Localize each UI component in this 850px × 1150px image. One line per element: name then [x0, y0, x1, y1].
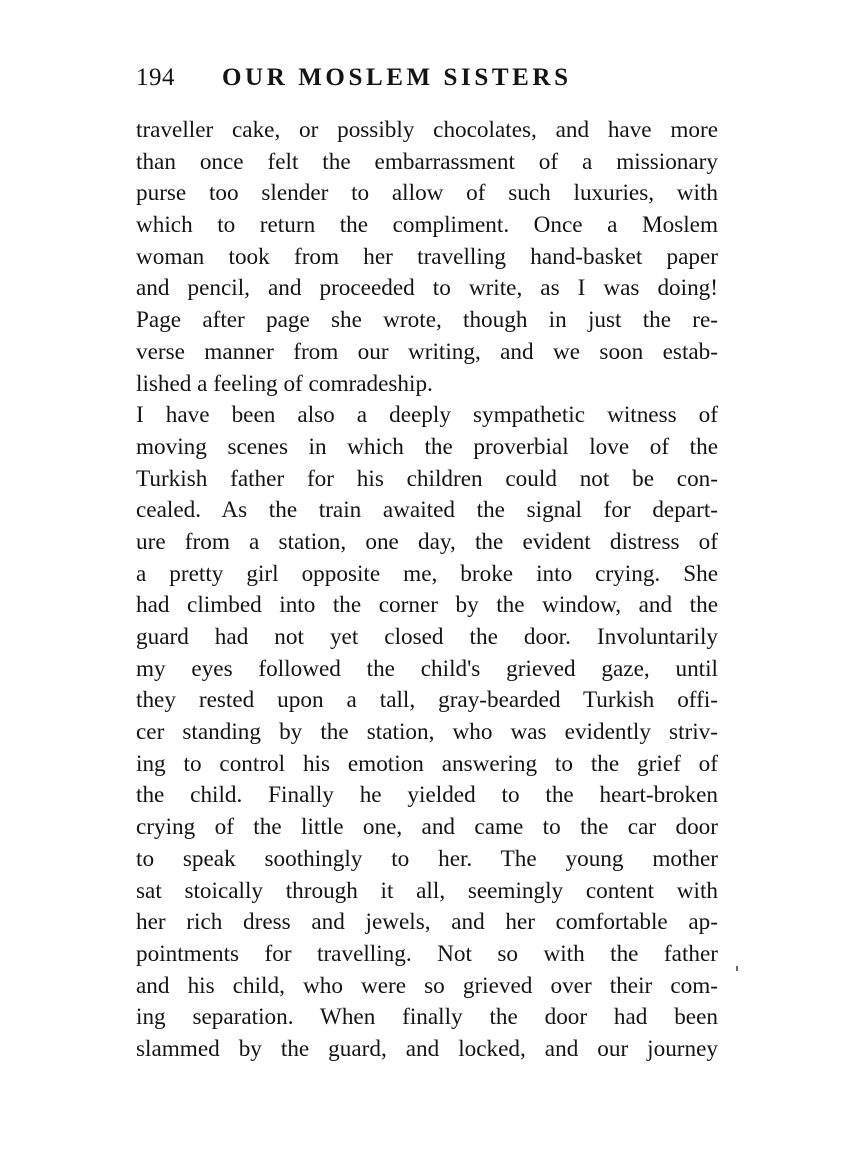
text-line: than once felt the embarrassment of a missionary: [136, 148, 718, 175]
text-line: slammed by the guard, and locked, and our journey: [136, 1035, 718, 1062]
text-line: sat stoically through it all, seemingly content with: [136, 877, 718, 904]
text-line: Page after page she wrote, though in just the re-: [136, 307, 718, 334]
text-line: ing to control his emotion answering to the grief of: [136, 750, 718, 777]
page-number: 194: [136, 64, 175, 91]
text-line: a pretty girl opposite me, broke into crying. She: [136, 560, 718, 587]
text-line: moving scenes in which the proverbial love of the: [136, 433, 718, 460]
text-line: woman took from her travelling hand-basket paper: [136, 243, 718, 270]
running-head: [136, 60, 736, 96]
paragraph-2: [136, 400, 718, 1065]
running-title: OUR MOSLEM SISTERS: [222, 64, 572, 91]
text-line: had climbed into the corner by the window, and the: [136, 592, 718, 619]
text-line: traveller cake, or possibly chocolates, and have more: [136, 117, 718, 143]
text-line: which to return the compliment. Once a Moslem: [136, 212, 718, 239]
paragraph-1: [136, 115, 718, 400]
text-line: her rich dress and jewels, and her comfortable ap-: [136, 909, 718, 936]
text-line: crying of the little one, and came to the car door: [136, 814, 718, 841]
text-line: they rested upon a tall, gray-bearded Turkish offi-: [136, 687, 718, 714]
text-line: lished a feeling of comradeship.: [136, 370, 433, 397]
text-line: pointments for travelling. Not so with the father: [136, 940, 718, 967]
text-line: verse manner from our writing, and we soon estab-: [136, 338, 718, 365]
text-line: my eyes followed the child's grieved gaze, until: [136, 655, 718, 682]
text-line: guard had not yet closed the door. Involuntarily: [136, 624, 718, 650]
text-line: purse too slender to allow of such luxuries, with: [136, 180, 718, 207]
text-line: ing separation. When finally the door had been: [136, 1004, 718, 1031]
body-text: [136, 115, 718, 1066]
text-line: Turkish father for his children could not be con-: [136, 465, 718, 492]
text-line: and pencil, and proceeded to write, as I was doing!: [136, 275, 718, 302]
text-line: ure from a station, one day, the evident distress of: [136, 528, 718, 555]
text-line: to speak soothingly to her. The young mother: [136, 845, 718, 872]
text-line: I have been also a deeply sympathetic witness of: [136, 402, 718, 429]
text-line: cer standing by the station, who was evidently striv-: [136, 719, 718, 746]
text-line: cealed. As the train awaited the signal for depart-: [136, 497, 718, 524]
text-line: and his child, who were so grieved over their com-: [136, 972, 718, 999]
ink-speck: [736, 966, 738, 971]
text-line: the child. Finally he yielded to the heart-broken: [136, 782, 718, 809]
